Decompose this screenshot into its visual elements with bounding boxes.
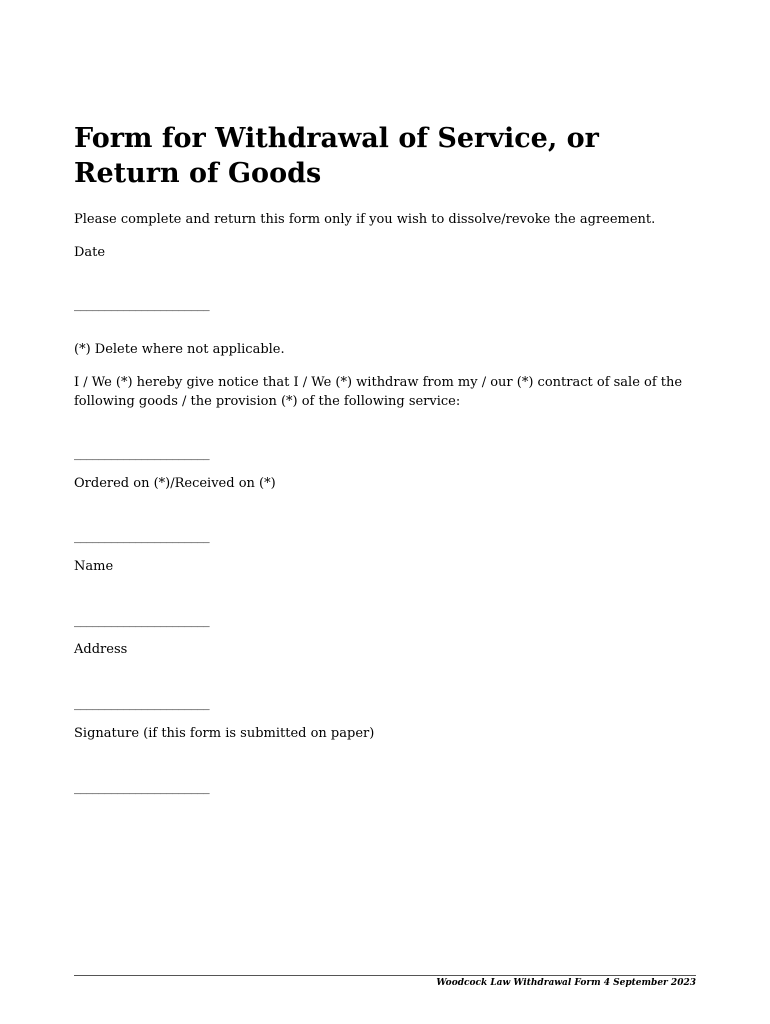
goods-blank-line: ______________________ <box>74 446 210 461</box>
name-blank-line: ______________________ <box>74 613 210 628</box>
footer-text: Woodcock Law Withdrawal Form 4 September 2023 <box>436 978 696 988</box>
date-blank-line: ______________________ <box>74 297 210 312</box>
ordered-blank-line: ______________________ <box>74 529 210 544</box>
withdrawal-notice: I / We (*) hereby give notice that I / We (*) withdraw from my / our (*) contract of sale of the following goods / the provision (*) of the following service: <box>74 375 683 409</box>
intro-text: Please complete and return this form only if you wish to dissolve/revoke the agreement. <box>74 212 656 227</box>
delete-note: (*) Delete where not applicable. <box>74 342 285 357</box>
name-label: Name <box>74 559 114 574</box>
address-label: Address <box>74 642 128 657</box>
address-blank-line: ______________________ <box>74 696 210 711</box>
form-title: Form for Withdrawal of Service, or Return of Goods <box>74 123 599 189</box>
date-label: Date <box>74 245 106 260</box>
signature-blank-line: ______________________ <box>74 780 210 795</box>
footer-rule <box>74 975 696 976</box>
signature-label: Signature (if this form is submitted on paper) <box>74 726 375 741</box>
ordered-received-label: Ordered on (*)/Received on (*) <box>74 476 276 491</box>
withdrawal-form-page <box>74 0 696 1024</box>
